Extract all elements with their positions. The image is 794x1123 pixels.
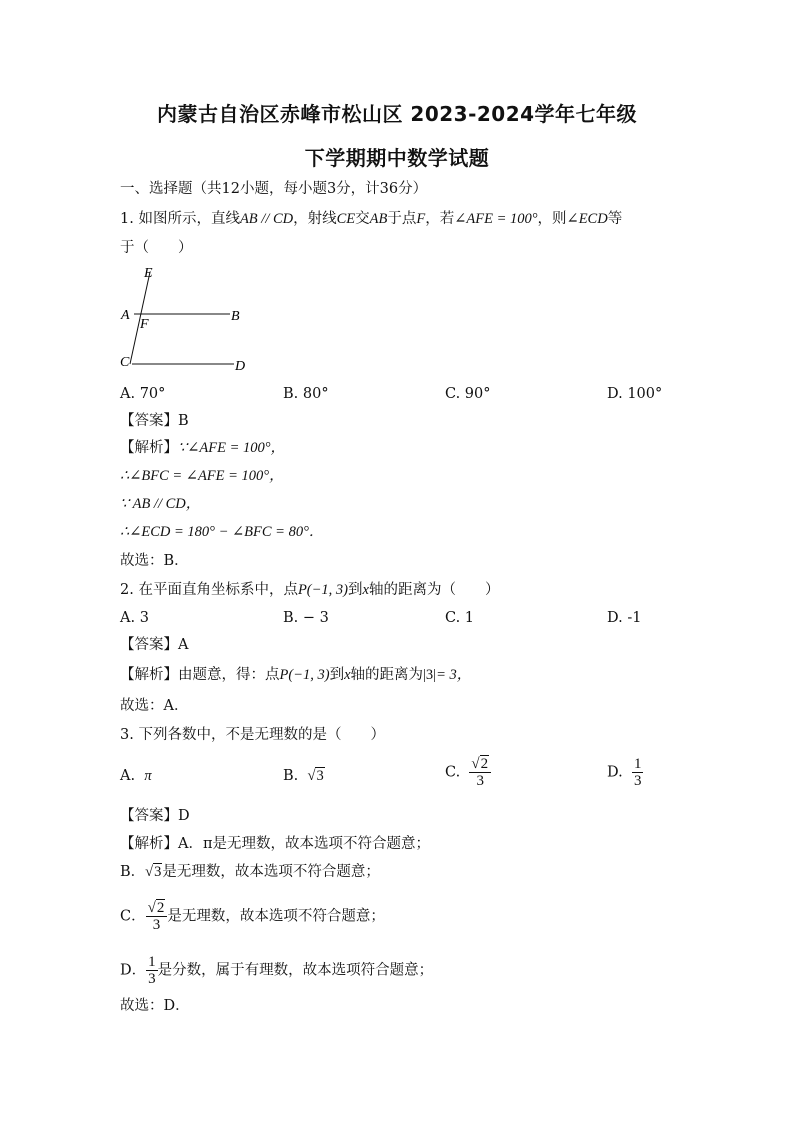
question-1: 1. 如图所示，直线AB // CD，射线CE交AB于点F，若∠AFE = 100°，则∠ECD等 [120,211,623,227]
label-d: D [235,359,246,374]
q3-option-b: B. √3 [283,768,324,784]
q1-analysis-line-4: ∴∠ECD = 180° − ∠BFC = 80°． [120,524,324,540]
section-heading: 一、选择题（共12小题，每小题3分，计36分） [120,181,428,197]
q3-analysis-b: B．√3是无理数，故本选项不符合题意； [120,864,380,880]
label-c: C [120,355,130,370]
q2-option-a: A. 3 [120,610,149,626]
q2-answer: 【答案】A [120,637,189,653]
q3-conclusion: 故选：D． [120,998,190,1014]
question-2: 2. 在平面直角坐标系中，点P(−1, 3)到x轴的距离为（ ） [120,582,500,598]
q1-option-d: D. 100° [607,386,663,402]
q3-option-a: A. π [120,768,152,784]
label-f: F [140,317,149,332]
q1-option-a: A. 70° [120,386,166,402]
q1-conclusion: 故选：B． [120,553,189,569]
q3-analysis-d: D． $\frac{1}{3}$ 是分数，属于有理数，故本选项符合题意； [120,954,434,987]
title-line-1: 内蒙古自治区赤峰市松山区 2023-2024学年七年级 [156,102,638,126]
q2-option-c: C. 1 [445,610,475,626]
q2-conclusion: 故选：A． [120,698,189,714]
q3-option-d: D. $\frac{1}{3}$ [607,756,642,789]
q3-option-c: C. $\frac{√2}{3}$ [445,756,491,789]
label-a: A [121,308,130,323]
question-1-line-2: 于（ ） [120,240,193,256]
q2-analysis: 【解析】由题意，得：点P(−1, 3)到x轴的距离为|3|= 3， [120,667,472,683]
q1-answer: 【答案】B [120,413,189,429]
q2-option-b: B. − 3 [283,610,329,626]
parallel-lines-figure [118,262,258,374]
label-e: E [144,266,153,281]
title-line-2: 下学期期中数学试题 [304,146,490,170]
q1-analysis-line-2: ∴∠BFC = ∠AFE = 100°， [120,468,284,484]
q3-analysis-a: 【解析】A．π是无理数，故本选项不符合题意； [120,836,430,852]
q1-option-c: C. 90° [445,386,491,402]
q3-answer: 【答案】D [120,808,190,824]
q1-analysis-line-1: 【解析】∵∠AFE = 100°， [120,440,286,456]
q2-option-d: D. -1 [607,610,642,626]
q1-option-b: B. 80° [283,386,329,402]
label-b: B [231,309,240,324]
q1-analysis-line-3: ∵ AB // CD， [120,496,201,512]
question-3: 3. 下列各数中，不是无理数的是（ ） [120,727,385,743]
q3-analysis-c: C． $\frac{√2}{3}$ 是无理数，故本选项不符合题意； [120,900,385,933]
